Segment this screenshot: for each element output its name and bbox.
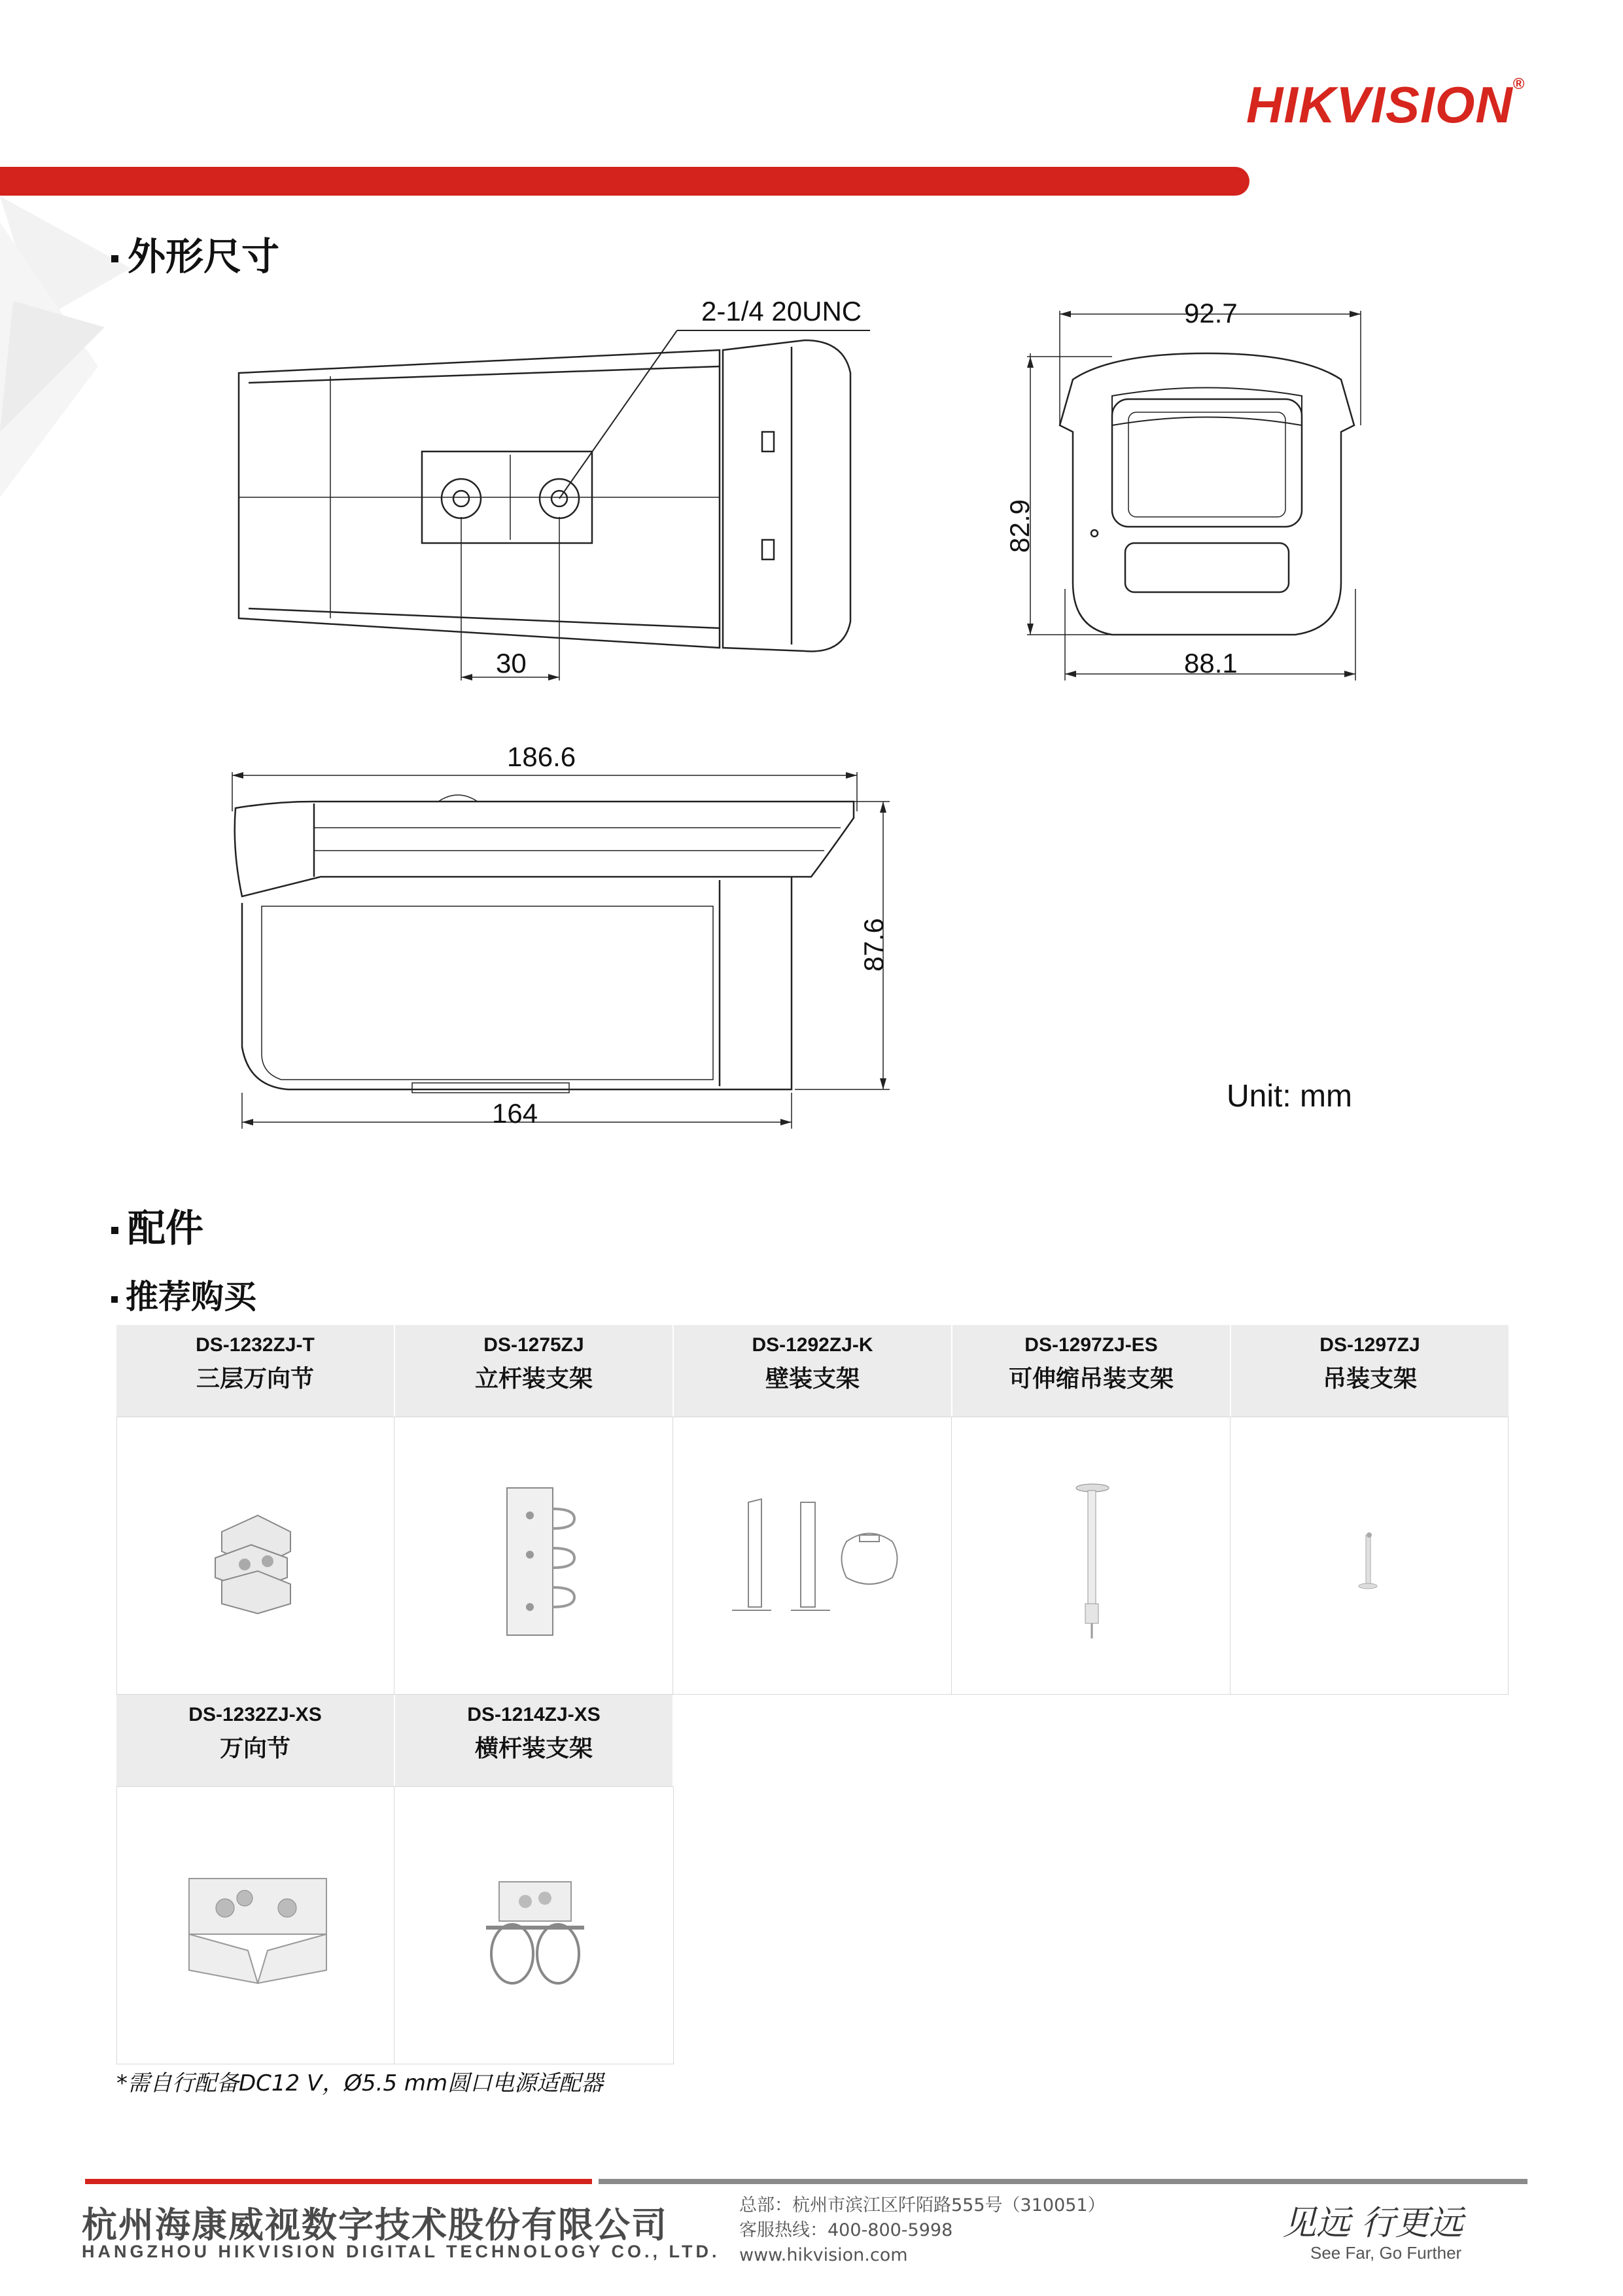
slogan-en: See Far, Go Further xyxy=(1310,2243,1462,2263)
unit-label: Unit: mm xyxy=(1227,1079,1352,1114)
address: 总部：杭州市滨江区阡陌路555号（310051） xyxy=(739,2195,1106,2216)
hikvision-logo: HIKVISION® xyxy=(1246,75,1526,133)
hotline: 客服热线：400-800-5998 xyxy=(739,2220,953,2240)
dim-30: 30 xyxy=(496,648,527,679)
accessory-header: DS-1297ZJ-ES 可伸缩吊装支架 xyxy=(952,1325,1230,1417)
section-title-recommended: 推荐购买 xyxy=(111,1271,256,1318)
wall-mount-bracket-icon xyxy=(673,1417,953,1695)
footer-gray-line xyxy=(599,2179,1527,2184)
accessory-image-cell xyxy=(394,1786,674,2064)
slogan-cn: 见远 行更远 xyxy=(1282,2204,1463,2243)
section-title-dimensions: 外形尺寸 xyxy=(111,226,279,281)
three-layer-joint-icon xyxy=(117,1417,396,1695)
pendant-bracket-icon xyxy=(1230,1417,1509,1695)
accessory-header: DS-1232ZJ-XS 万向节 xyxy=(116,1695,394,1786)
accessory-header: DS-1214ZJ-XS 横杆装支架 xyxy=(395,1695,672,1786)
accessory-header: DS-1232ZJ-T 三层万向节 xyxy=(116,1325,394,1417)
section-title-accessories: 配件 xyxy=(111,1197,203,1252)
accessory-header: DS-1292ZJ-K 壁装支架 xyxy=(674,1325,951,1417)
company-name-en: HANGZHOU HIKVISION DIGITAL TECHNOLOGY CO., LTD. xyxy=(82,2242,720,2261)
dim-92-7: 92.7 xyxy=(1184,298,1238,328)
contact-info xyxy=(739,2193,1106,2268)
thread-label: 2-1/4 20UNC xyxy=(701,296,862,327)
accessory-image-cell xyxy=(672,1417,952,1695)
dim-164: 164 xyxy=(492,1098,538,1129)
universal-joint-icon xyxy=(117,1787,396,2065)
footer-red-line xyxy=(85,2179,592,2184)
dim-87-6: 87.6 xyxy=(858,918,889,972)
crossbar-mount-bracket-icon xyxy=(394,1787,674,2065)
dim-186-6: 186.6 xyxy=(507,741,576,772)
accessory-image-cell xyxy=(951,1417,1231,1695)
accessory-image-cell xyxy=(116,1786,395,2064)
accessory-header: DS-1275ZJ 立杆装支架 xyxy=(395,1325,672,1417)
accessory-image-cell xyxy=(116,1417,395,1695)
accessory-image-cell xyxy=(394,1417,674,1695)
accessory-header: DS-1297ZJ 吊装支架 xyxy=(1231,1325,1509,1417)
telescopic-pendant-bracket-icon xyxy=(952,1417,1232,1695)
company-name-cn: 杭州海康威视数字技术股份有限公司 xyxy=(82,2204,668,2246)
dim-82-9: 82.9 xyxy=(1003,499,1035,553)
power-adapter-note: *需自行配备DC12 V，Ø5.5 mm圆口电源适配器 xyxy=(116,2070,604,2096)
accessory-image-cell xyxy=(1230,1417,1509,1695)
website-link[interactable]: www.hikvision.com xyxy=(739,2245,908,2265)
pole-mount-bracket-icon xyxy=(394,1417,674,1695)
dim-88-1: 88.1 xyxy=(1184,648,1238,679)
